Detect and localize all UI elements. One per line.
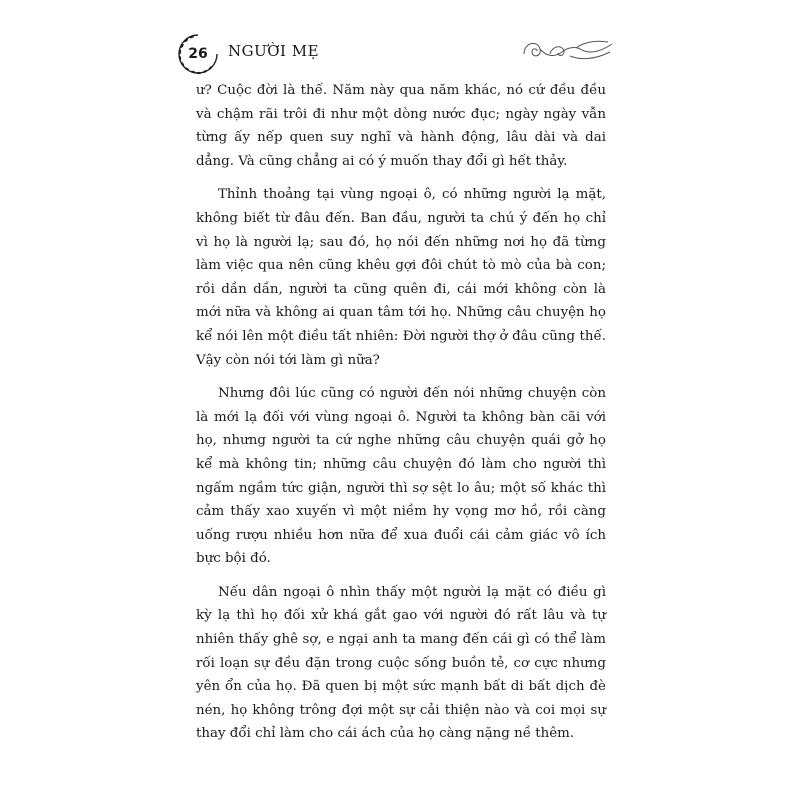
page-header: [176, 32, 616, 72]
paragraph-2: Thỉnh thoảng tại vùng ngoại ô, có những người lạ mặt, không biết từ đâu đến. Ban đầu, người ta chú ý đến họ chỉ vì họ là người lạ; sau đó, họ nói đến những nơi họ đã từng làm việc qua nên cũng khêu gợi đôi chút tò mò của bà con; rồi dần dần, người ta cũng quên đi, cái mới không còn là mới nữa và không ai quan tâm tới họ. Những câu chuyện họ kể nói lên một điều tất nhiên: Đời người thợ ở đâu cũng thế. Vậy còn nói tới làm gì nữa?: [196, 187, 606, 368]
swirl-flourish-icon: [520, 36, 616, 66]
paragraph-3: Nhưng đôi lúc cũng có người đến nói những chuyện còn là mới lạ đối với vùng ngoại ô. Người ta không bàn cãi với họ, nhưng người ta cứ nghe những câu chuyện quái gở họ kể mà không tin; những câu chuyện đó làm cho người thì ngấm ngầm tức giận, người thì sợ sệt lo âu; một số khác thì cảm thấy xao xuyến vì một niềm hy vọng mơ hồ, rồi càng uống rượu nhiều hơn nữa để xua đuổi cái cảm giác vô ích bực bội đó.: [196, 386, 606, 567]
paragraph-1: ư? Cuộc đời là thế. Năm này qua năm khác, nó cứ đều đều và chậm rãi trôi đi như một dòng nước đục; ngày ngày vẫn từng ấy nếp quen suy nghĩ và hành động, lâu dài và dai dẳng. Và cũng chẳng ai có ý muốn thay đổi gì hết thảy.: [196, 83, 606, 169]
body-text: [196, 79, 606, 756]
page-number: 26: [188, 46, 208, 62]
paragraph-4: Nếu dân ngoại ô nhìn thấy một người lạ mặt có điều gì kỳ lạ thì họ đối xử khá gắt gao với người đó rất lâu và tự nhiên thấy ghê sợ, e ngại anh ta mang đến cái gì có thể làm rối loạn sự đều đặn trong cuộc sống buồn tẻ, cơ cực nhưng yên ổn của họ. Đã quen bị một sức mạnh bất di bất dịch đè nén, họ không trông đợi một sự cải thiện nào và coi mọi sự thay đổi chỉ làm cho cái ách của họ càng nặng nề thêm.: [196, 584, 606, 742]
running-title: NGƯỜI MẸ: [228, 42, 320, 60]
